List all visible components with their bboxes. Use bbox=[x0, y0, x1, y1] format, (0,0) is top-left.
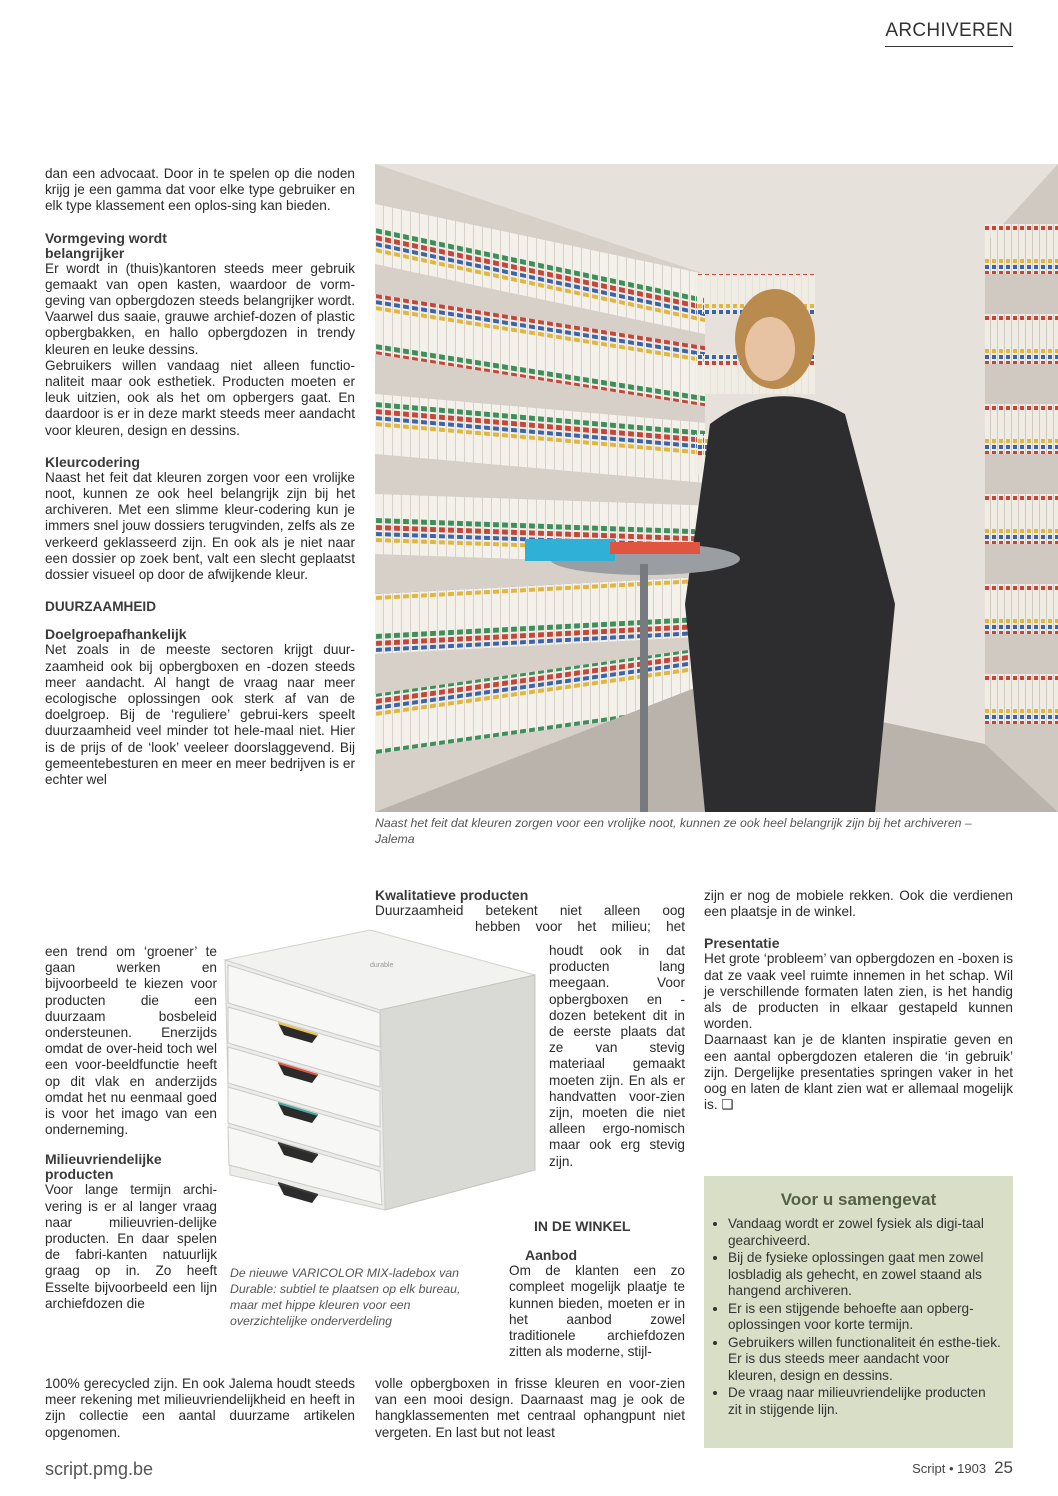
summary-box bbox=[704, 1176, 1013, 1448]
section-header: ARCHIVEREN bbox=[885, 20, 1013, 47]
paragraph-kwaliteit-a: Duurzaamheid betekent niet alleen oog bbox=[375, 903, 685, 918]
column-2-winkel bbox=[509, 1218, 685, 1360]
end-mark-icon: ❑ bbox=[721, 1097, 734, 1113]
heading-milieu: Milieuvriendelijke producten bbox=[45, 1151, 162, 1183]
drawer-box-image bbox=[220, 925, 550, 1215]
summary-item: • Vandaag wordt er zowel fysiek als digi-taal gearchiveerd. bbox=[728, 1216, 1001, 1249]
brand-label: durable bbox=[370, 962, 394, 969]
paragraph-doelgroep-narrow: een trend om ‘groener’ te gaan werken en bijvoorbeeld te kiezen voor producten die een duurzaam bosbeleid ondersteunen. Enerzijds omdat de over-heid toch wel een voor-beeldfunctie heeft op dit vlak en anderzijds omdat het nu eenmaal goed is voor het imago van een onderneming. bbox=[45, 944, 217, 1138]
paragraph-presentatie-1: Het grote ‘probleem’ van opbergdozen en -boxen is dat ze vaak veel ruimte innemen in het schap. Wil je verschillende formaten laten zien, is het handig als de producten in elkaar gestapeld kunnen worden. bbox=[704, 951, 1013, 1032]
heading-vormgeving: Vormgeving wordt belangrijker bbox=[45, 229, 167, 261]
archive-shelves-illustration bbox=[375, 164, 1058, 812]
photo-caption: Naast het feit dat kleuren zorgen voor een vrolijke noot, kunnen ze ook heel belangrijk zijn bij het archiveren – Jalema bbox=[375, 816, 972, 846]
summary-item: • Er is een stijgende behoefte aan opberg-oplossingen voor korte termijn. bbox=[728, 1301, 1001, 1334]
paragraph-aanbod-full: volle opbergboxen in frisse kleuren en voor-zien van een mooi design. Daarnaast mag je ook de hangklassementen met centraal ophangpunt niet vergeten. En last but not least bbox=[375, 1376, 685, 1440]
heading-kwaliteit: Kwalitatieve producten bbox=[375, 887, 529, 903]
paragraph-rekken: zijn er nog de mobiele rekken. Ook die verdienen een plaatsje in de winkel. bbox=[704, 888, 1013, 920]
paragraph-vormgeving-2: Gebruikers willen vandaag niet alleen functio-naliteit maar ook esthetiek. Producten moeten er leuk uitzien, ook als het om opbergers gaat. En daardoor is er in deze markt steeds meer aandacht voor kleuren, design en dessins. bbox=[45, 357, 355, 438]
summary-title: Voor u samengevat bbox=[780, 1190, 937, 1209]
paragraph-presentatie-2-text: Daarnaast kan je de klanten inspiratie geven en een aantal opbergdozen etaleren die ‘in gebruik’ zijn. Dergelijke presentaties springen vaker in het oog en laten de klant zien wat er allemaal mogelijk is. bbox=[704, 1032, 1013, 1113]
paragraph-aanbod-narrow: Om de klanten een zo compleet mogelijk plaatje te kunnen bieden, moeten er in het aanbod zowel traditionele archiefdozen zitten als moderne, stijl- bbox=[509, 1263, 685, 1360]
archive-photo bbox=[375, 164, 1058, 812]
paragraph-doelgroep-full: Net zoals in de meeste sectoren krijgt duur-zaamheid ook bij opbergboxen en -dozen steeds meer aandacht. Al hangt de vraag naar meer ecologische oplossingen ook sterk af van de doelgroep. Bij de ‘reguliere’ gebrui-kers speelt duurzaamheid veel minder tot hele-maal niet. Hier is de prijs of de ‘look’ veeleer doorslaggevend. Bij gemeentebesturen en meer en meer bedrijven is er echter wel bbox=[45, 642, 355, 788]
heading-duurzaamheid: DUURZAAMHEID bbox=[45, 599, 157, 615]
paragraph-kwaliteit-b: hebben voor het milieu; het bbox=[475, 919, 685, 935]
paragraph-presentatie-2 bbox=[704, 1032, 1013, 1113]
column-3 bbox=[704, 888, 1013, 1113]
column-1-narrow bbox=[45, 944, 217, 1312]
intro-paragraph: dan een advocaat. Door in te spelen op die noden krijg je een gamma dat voor elke type gebruiker en elk type klassement een oplos-sing kan bieden. bbox=[45, 166, 355, 214]
heading-in-de-winkel: IN DE WINKEL bbox=[534, 1218, 631, 1234]
footer-website: script.pmg.be bbox=[45, 1459, 154, 1479]
heading-presentatie: Presentatie bbox=[704, 935, 780, 952]
column-2-narrow bbox=[549, 943, 685, 1170]
footer-issue bbox=[912, 1458, 1013, 1478]
paragraph-kwaliteit-c: houdt ook in dat producten lang meegaan. Voor opbergboxen en -dozen betekent dit in de eerste plaats dat ze van stevig materiaal gemaakt moeten zijn. En als er handvatten voor-zien zijn, moeten die niet alleen ergo-nomisch maar ook erg stevig zijn. bbox=[549, 943, 685, 1169]
summary-list bbox=[704, 1216, 1013, 1418]
column-1 bbox=[45, 166, 355, 788]
paragraph-kleurcodering: Naast het feit dat kleuren zorgen voor een vrolijke noot, kunnen ze ook heel belangrijk zijn bij het archiveren. Met een slimme kleur-codering kun je immers snel jouw dossiers terugvinden, zelfs als ze verkeerd geklasseerd zijn. En ook als je niet naar een dossier op zoek bent, valt een slecht geplaatst dossier visueel op door de afwijkende kleur. bbox=[45, 469, 355, 583]
summary-item: • Bij de fysieke oplossingen gaat men zowel losbladig als gehecht, en zowel staand als hangend archiveren. bbox=[728, 1250, 1001, 1300]
product-caption: De nieuwe VARICOLOR MIX-ladebox van Durable: subtiel te plaatsen op elk bureau, maar met hippe kleuren voor een overzichtelijke onderverdeling bbox=[230, 1266, 461, 1328]
paragraph-milieu-full: 100% gerecycled zijn. En ook Jalema houdt steeds meer rekening met milieuvriendelijkheid en heeft in zijn collectie een aantal duurzame artikelen opgenomen. bbox=[45, 1376, 355, 1440]
issue-label: Script • 1903 bbox=[912, 1461, 987, 1476]
paragraph-milieu-narrow: Voor lange termijn archi-vering is er al langer vraag naar milieuvrien-delijke producten. En daar spelen de fabri-kanten natuurlijk graag op in. Zo heeft Esselte bijvoorbeeld een lijn archiefdozen die bbox=[45, 1182, 217, 1311]
column-1-bottom bbox=[45, 1376, 355, 1441]
drawer-box-illustration bbox=[220, 925, 550, 1215]
paragraph-vormgeving-1: Er wordt in (thuis)kantoren steeds meer gebruik gemaakt van open kasten, waardoor de vorm-geving van opbergdozen steeds belangrijker wordt. Vaarwel dus saaie, grauwe archief-dozen of plastic opbergbakken, en hallo opbergdozen in trendy kleuren en leuke dessins. bbox=[45, 260, 355, 357]
column-2-bottom bbox=[375, 1376, 685, 1441]
heading-kleurcodering: Kleurcodering bbox=[45, 453, 140, 470]
heading-aanbod: Aanbod bbox=[525, 1247, 578, 1264]
page-number: 25 bbox=[994, 1458, 1013, 1477]
summary-item: • De vraag naar milieuvriendelijke producten zit in stijgende lijn. bbox=[728, 1385, 1001, 1418]
summary-item: • Gebruikers willen functionaliteit én esthe-tiek. Er is dus steeds meer aandacht voor kleuren, design en dessins. bbox=[728, 1335, 1001, 1385]
heading-doelgroep: Doelgroepafhankelijk bbox=[45, 626, 187, 643]
